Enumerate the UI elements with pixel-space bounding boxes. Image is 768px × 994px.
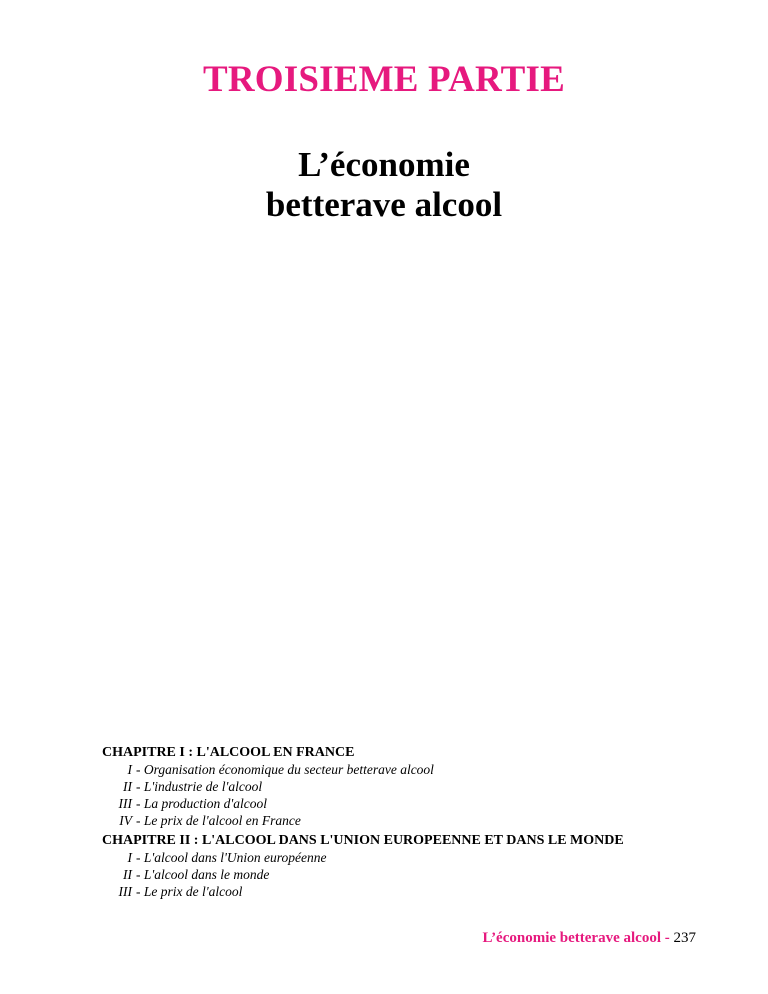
page-title-line-1: L’économie (298, 145, 470, 184)
list-item: I - Organisation économique du secteur betterave alcool (102, 761, 742, 778)
list-item: I - L'alcool dans l'Union européenne (102, 849, 742, 866)
list-item: III - La production d'alcool (102, 795, 742, 812)
chapter-heading-1: CHAPITRE I : L'ALCOOL EN FRANCE (102, 745, 355, 760)
section-number: III (118, 884, 132, 899)
section-number: III (118, 796, 132, 811)
list-item: II - L'industrie de l'alcool (102, 778, 742, 795)
page-number: 237 (673, 930, 696, 946)
section-title: L'alcool dans l'Union européenne (143, 850, 327, 865)
list-item: IV - Le prix de l'alcool en France (102, 812, 742, 829)
section-title: Le prix de l'alcool en France (143, 813, 301, 828)
chapter-1-sections (102, 761, 742, 829)
list-item: II - L'alcool dans le monde (102, 866, 742, 883)
page-footer (482, 929, 696, 947)
section-number: II (123, 867, 132, 882)
list-item: III - Le prix de l'alcool (102, 883, 742, 900)
section-title: Organisation économique du secteur betterave alcool (143, 762, 434, 777)
section-number: II (123, 779, 132, 794)
chapter-2-sections (102, 849, 742, 900)
section-number: I (127, 762, 132, 777)
section-number: I (127, 850, 132, 865)
section-title: Le prix de l'alcool (143, 884, 243, 899)
page-title (0, 145, 768, 225)
chapter-heading-2: CHAPITRE II : L'ALCOOL DANS L'UNION EUROPEENNE ET DANS LE MONDE (102, 833, 624, 848)
section-title: L'industrie de l'alcool (143, 779, 263, 794)
page-title-line-2: betterave alcool (265, 185, 503, 224)
section-title: L'alcool dans le monde (143, 867, 270, 882)
part-title: TROISIEME PARTIE (202, 59, 566, 100)
table-of-contents (102, 744, 742, 903)
section-title: La production d'alcool (143, 796, 268, 811)
section-number: IV (119, 813, 132, 828)
footer-running-title: L’économie betterave alcool - (482, 930, 670, 946)
